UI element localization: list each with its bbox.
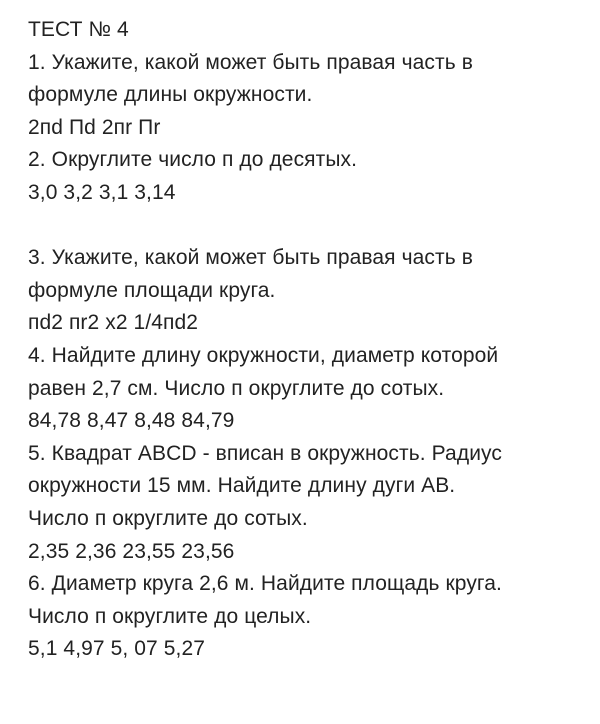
test-document <box>28 14 588 666</box>
answer-options: 2пd Пd 2пr Пr <box>28 115 161 139</box>
question-text: равен 2,7 см. Число п округлите до сотых. <box>28 376 445 400</box>
answer-options: 84,78 8,47 8,48 84,79 <box>28 409 235 433</box>
question-6 <box>28 568 588 666</box>
question-text: формуле площади круга. <box>28 278 276 302</box>
question-text: 1. Укажите, какой может быть правая часть в <box>28 50 473 74</box>
question-text: 3. Укажите, какой может быть правая часть в <box>28 246 473 270</box>
question-2 <box>28 144 588 209</box>
question-text: Число п округлите до сотых. <box>28 506 308 530</box>
question-1 <box>28 47 588 145</box>
question-text: 6. Диаметр круга 2,6 м. Найдите площадь круга. <box>28 572 502 596</box>
question-text: окружности 15 мм. Найдите длину дуги AB. <box>28 474 456 498</box>
answer-options: 3,0 3,2 3,1 3,14 <box>28 180 176 204</box>
answer-options: пd2 пr2 x2 1/4пd2 <box>28 311 199 335</box>
test-title: ТЕСТ № 4 <box>28 18 129 41</box>
answer-options: 5,1 4,97 5, 07 5,27 <box>28 637 206 661</box>
question-text: 4. Найдите длину окружности, диаметр которой <box>28 343 499 367</box>
question-3 <box>28 242 588 340</box>
question-text: формуле длины окружности. <box>28 83 313 107</box>
answer-options: 2,35 2,36 23,55 23,56 <box>28 539 235 563</box>
blank-line <box>28 210 588 243</box>
question-text: 2. Округлите число п до десятых. <box>28 148 358 172</box>
question-5 <box>28 438 588 568</box>
question-text: Число п округлите до целых. <box>28 604 312 628</box>
question-4 <box>28 340 588 438</box>
question-text: 5. Квадрат ABCD - вписан в окружность. Радиус <box>28 441 502 465</box>
